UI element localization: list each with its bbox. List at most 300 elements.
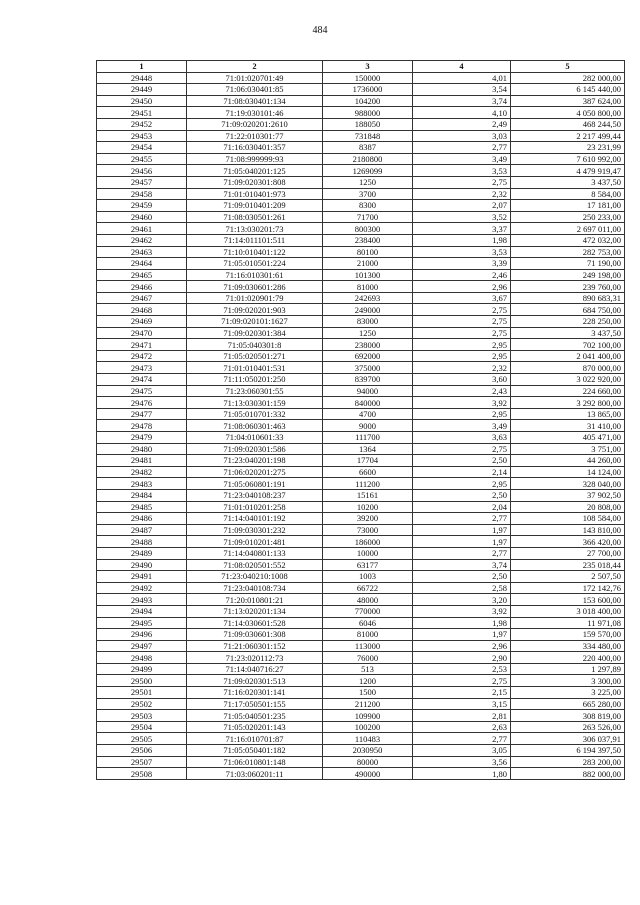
record-number-cell: 29457 [97,176,187,188]
record-number-cell: 29472 [97,350,187,362]
area-value-cell: 1250 [323,327,413,339]
amount-value-cell: 31 410,00 [511,420,625,432]
cadastral-number-cell: 71:09:020301:384 [187,327,323,339]
cadastral-number-cell: 71:05:010701:332 [187,408,323,420]
record-number-cell: 29449 [97,84,187,96]
area-value-cell: 3700 [323,188,413,200]
table-row [97,513,625,525]
amount-value-cell: 334 480,00 [511,640,625,652]
table-row [97,420,625,432]
record-number-cell: 29496 [97,629,187,641]
record-number-cell: 29489 [97,547,187,559]
cadastral-number-cell: 71:09:020301:808 [187,176,323,188]
cadastral-number-cell: 71:23:040210:1008 [187,571,323,583]
rate-value-cell: 2,32 [413,362,511,374]
table-row [97,478,625,490]
rate-value-cell: 3,03 [413,130,511,142]
table-row [97,489,625,501]
amount-value-cell: 3 225,00 [511,687,625,699]
area-value-cell: 94000 [323,385,413,397]
area-value-cell: 8387 [323,142,413,154]
rate-value-cell: 2,46 [413,269,511,281]
table-row [97,234,625,246]
record-number-cell: 29508 [97,768,187,780]
record-number-cell: 29481 [97,455,187,467]
table-row [97,211,625,223]
amount-value-cell: 20 808,00 [511,501,625,513]
area-value-cell: 80000 [323,756,413,768]
record-number-cell: 29454 [97,142,187,154]
amount-value-cell: 71 190,00 [511,258,625,270]
table-row [97,559,625,571]
table-row [97,663,625,675]
cadastral-number-cell: 71:09:010201:481 [187,536,323,548]
cadastral-number-cell: 71:06:030401:85 [187,84,323,96]
amount-value-cell: 328 040,00 [511,478,625,490]
rate-value-cell: 3,74 [413,95,511,107]
table-row [97,698,625,710]
table-row [97,350,625,362]
amount-value-cell: 11 971,08 [511,617,625,629]
cadastral-number-cell: 71:06:020201:275 [187,466,323,478]
cadastral-number-cell: 71:10:010401:122 [187,246,323,258]
rate-value-cell: 2,50 [413,489,511,501]
rate-value-cell: 2,50 [413,571,511,583]
rate-value-cell: 2,07 [413,200,511,212]
record-number-cell: 29459 [97,200,187,212]
rate-value-cell: 3,67 [413,292,511,304]
cadastral-number-cell: 71:06:010801:148 [187,756,323,768]
table-row [97,269,625,281]
rate-value-cell: 3,92 [413,605,511,617]
table-row [97,721,625,733]
table-row [97,223,625,235]
area-value-cell: 800300 [323,223,413,235]
area-value-cell: 110483 [323,733,413,745]
amount-value-cell: 684 750,00 [511,304,625,316]
amount-value-cell: 239 760,00 [511,281,625,293]
cadastral-number-cell: 71:14:040101:192 [187,513,323,525]
area-value-cell: 731848 [323,130,413,142]
rate-value-cell: 4,01 [413,72,511,84]
amount-value-cell: 306 037,91 [511,733,625,745]
rate-value-cell: 2,04 [413,501,511,513]
record-number-cell: 29506 [97,745,187,757]
cadastral-number-cell: 71:09:020301:513 [187,675,323,687]
area-value-cell: 490000 [323,768,413,780]
area-value-cell: 375000 [323,362,413,374]
cadastral-number-cell: 71:05:040201:125 [187,165,323,177]
record-number-cell: 29474 [97,374,187,386]
amount-value-cell: 235 018,44 [511,559,625,571]
amount-value-cell: 468 244,50 [511,118,625,130]
amount-value-cell: 387 624,00 [511,95,625,107]
table-row [97,281,625,293]
cadastral-number-cell: 71:16:020301:141 [187,687,323,699]
amount-value-cell: 702 100,00 [511,339,625,351]
amount-value-cell: 870 000,00 [511,362,625,374]
rate-value-cell: 3,53 [413,165,511,177]
column-header-4: 4 [413,61,511,73]
area-value-cell: 770000 [323,605,413,617]
record-number-cell: 29473 [97,362,187,374]
cadastral-number-cell: 71:05:020501:271 [187,350,323,362]
rate-value-cell: 3,54 [413,84,511,96]
table-row [97,733,625,745]
rate-value-cell: 1,97 [413,629,511,641]
table-row [97,374,625,386]
record-number-cell: 29470 [97,327,187,339]
rate-value-cell: 4,10 [413,107,511,119]
cadastral-number-cell: 71:08:030401:134 [187,95,323,107]
rate-value-cell: 1,98 [413,617,511,629]
cadastral-number-cell: 71:17:050501:155 [187,698,323,710]
cadastral-number-cell: 71:21:060301:152 [187,640,323,652]
table-row [97,304,625,316]
table-row [97,675,625,687]
rate-value-cell: 1,80 [413,768,511,780]
record-number-cell: 29464 [97,258,187,270]
amount-value-cell: 3 437,50 [511,176,625,188]
table-row [97,432,625,444]
cadastral-number-cell: 71:09:020201:2610 [187,118,323,130]
record-number-cell: 29461 [97,223,187,235]
amount-value-cell: 13 865,00 [511,408,625,420]
area-value-cell: 100200 [323,721,413,733]
amount-value-cell: 2 041 400,00 [511,350,625,362]
rate-value-cell: 1,97 [413,524,511,536]
table-row [97,745,625,757]
amount-value-cell: 17 181,00 [511,200,625,212]
area-value-cell: 692000 [323,350,413,362]
area-value-cell: 6046 [323,617,413,629]
table-row [97,107,625,119]
amount-value-cell: 2 507,50 [511,571,625,583]
area-value-cell: 839700 [323,374,413,386]
table-row [97,118,625,130]
record-number-cell: 29503 [97,710,187,722]
cadastral-number-cell: 71:08:060301:463 [187,420,323,432]
amount-value-cell: 7 610 992,00 [511,153,625,165]
area-value-cell: 2030950 [323,745,413,757]
table-row [97,316,625,328]
area-value-cell: 10200 [323,501,413,513]
record-number-cell: 29475 [97,385,187,397]
area-value-cell: 238000 [323,339,413,351]
cadastral-number-cell: 71:09:020301:586 [187,443,323,455]
rate-value-cell: 2,95 [413,339,511,351]
area-value-cell: 76000 [323,652,413,664]
area-value-cell: 63177 [323,559,413,571]
cadastral-number-cell: 71:09:030601:286 [187,281,323,293]
rate-value-cell: 3,53 [413,246,511,258]
cadastral-number-cell: 71:09:030301:232 [187,524,323,536]
table-row [97,455,625,467]
page-number: 484 [312,25,328,36]
table-row [97,605,625,617]
area-value-cell: 83000 [323,316,413,328]
table-row [97,142,625,154]
rate-value-cell: 3,92 [413,397,511,409]
amount-value-cell: 366 420,00 [511,536,625,548]
table-row [97,710,625,722]
column-header-1: 1 [97,61,187,73]
area-value-cell: 238400 [323,234,413,246]
rate-value-cell: 2,95 [413,408,511,420]
rate-value-cell: 2,75 [413,176,511,188]
cadastral-number-cell: 71:23:020112:73 [187,652,323,664]
record-number-cell: 29456 [97,165,187,177]
area-value-cell: 1250 [323,176,413,188]
area-value-cell: 104200 [323,95,413,107]
cadastral-number-cell: 71:13:030301:159 [187,397,323,409]
rate-value-cell: 2,95 [413,350,511,362]
table-row [97,617,625,629]
amount-value-cell: 665 280,00 [511,698,625,710]
cadastral-number-cell: 71:11:050201:250 [187,374,323,386]
cadastral-number-cell: 71:19:030101:46 [187,107,323,119]
record-number-cell: 29480 [97,443,187,455]
amount-value-cell: 249 198,00 [511,269,625,281]
rate-value-cell: 3,37 [413,223,511,235]
rate-value-cell: 3,56 [413,756,511,768]
area-value-cell: 39200 [323,513,413,525]
cadastral-number-cell: 71:13:030201:73 [187,223,323,235]
rate-value-cell: 2,77 [413,733,511,745]
area-value-cell: 10000 [323,547,413,559]
amount-value-cell: 8 584,00 [511,188,625,200]
area-value-cell: 66722 [323,582,413,594]
amount-value-cell: 2 217 499,44 [511,130,625,142]
area-value-cell: 1736000 [323,84,413,96]
table-row [97,200,625,212]
record-number-cell: 29497 [97,640,187,652]
cadastral-number-cell: 71:03:060201:11 [187,768,323,780]
rate-value-cell: 2,90 [413,652,511,664]
amount-value-cell: 3 300,00 [511,675,625,687]
record-number-cell: 29493 [97,594,187,606]
table-row [97,501,625,513]
cadastral-number-cell: 71:09:020201:903 [187,304,323,316]
amount-value-cell: 472 032,00 [511,234,625,246]
amount-value-cell: 308 819,00 [511,710,625,722]
column-header-5: 5 [511,61,625,73]
rate-value-cell: 3,74 [413,559,511,571]
record-number-cell: 29463 [97,246,187,258]
cadastral-number-cell: 71:16:030401:357 [187,142,323,154]
amount-value-cell: 27 700,00 [511,547,625,559]
amount-value-cell: 4 479 919,47 [511,165,625,177]
amount-value-cell: 159 570,00 [511,629,625,641]
table-header-row [97,61,625,73]
record-number-cell: 29471 [97,339,187,351]
rate-value-cell: 2,49 [413,118,511,130]
amount-value-cell: 23 231,99 [511,142,625,154]
cadastral-number-cell: 71:13:020201:134 [187,605,323,617]
area-value-cell: 988000 [323,107,413,119]
table-row [97,188,625,200]
area-value-cell: 48000 [323,594,413,606]
table-row [97,582,625,594]
table-row [97,408,625,420]
area-value-cell: 111700 [323,432,413,444]
amount-value-cell: 153 600,00 [511,594,625,606]
rate-value-cell: 2,96 [413,281,511,293]
rate-value-cell: 2,75 [413,327,511,339]
cadastral-number-cell: 71:14:040716:27 [187,663,323,675]
cadastral-number-cell: 71:01:020701:49 [187,72,323,84]
table-body [97,72,625,779]
area-value-cell: 21000 [323,258,413,270]
amount-value-cell: 4 050 800,00 [511,107,625,119]
cadastral-number-cell: 71:23:040201:198 [187,455,323,467]
record-number-cell: 29486 [97,513,187,525]
record-number-cell: 29466 [97,281,187,293]
table-row [97,339,625,351]
area-value-cell: 150000 [323,72,413,84]
cadastral-number-cell: 71:14:030601:528 [187,617,323,629]
area-value-cell: 8300 [323,200,413,212]
record-number-cell: 29502 [97,698,187,710]
table-row [97,72,625,84]
record-number-cell: 29450 [97,95,187,107]
table-row [97,687,625,699]
rate-value-cell: 2,96 [413,640,511,652]
record-number-cell: 29499 [97,663,187,675]
table-row [97,258,625,270]
cadastral-number-cell: 71:14:011101:511 [187,234,323,246]
cadastral-number-cell: 71:01:010201:258 [187,501,323,513]
rate-value-cell: 2,15 [413,687,511,699]
record-number-cell: 29460 [97,211,187,223]
rate-value-cell: 3,63 [413,432,511,444]
cadastral-number-cell: 71:16:010301:61 [187,269,323,281]
cadastral-number-cell: 71:08:999999:93 [187,153,323,165]
record-number-cell: 29485 [97,501,187,513]
cadastral-number-cell: 71:05:060801:191 [187,478,323,490]
table-row [97,524,625,536]
area-value-cell: 242693 [323,292,413,304]
cadastral-number-cell: 71:23:060301:55 [187,385,323,397]
record-number-cell: 29467 [97,292,187,304]
record-number-cell: 29501 [97,687,187,699]
rate-value-cell: 3,20 [413,594,511,606]
amount-value-cell: 250 233,00 [511,211,625,223]
amount-value-cell: 282 000,00 [511,72,625,84]
amount-value-cell: 2 697 011,00 [511,223,625,235]
amount-value-cell: 220 400,00 [511,652,625,664]
table-row [97,547,625,559]
cadastral-number-cell: 71:01:010401:973 [187,188,323,200]
cadastral-number-cell: 71:01:020901:79 [187,292,323,304]
area-value-cell: 249000 [323,304,413,316]
record-number-cell: 29490 [97,559,187,571]
cadastral-number-cell: 71:09:030601:308 [187,629,323,641]
amount-value-cell: 1 297,89 [511,663,625,675]
amount-value-cell: 890 683,31 [511,292,625,304]
amount-value-cell: 172 142,76 [511,582,625,594]
rate-value-cell: 2,32 [413,188,511,200]
area-value-cell: 9000 [323,420,413,432]
cadastral-number-cell: 71:08:020501:552 [187,559,323,571]
table-row [97,443,625,455]
rate-value-cell: 3,05 [413,745,511,757]
record-number-cell: 29482 [97,466,187,478]
amount-value-cell: 228 250,00 [511,316,625,328]
column-header-3: 3 [323,61,413,73]
area-value-cell: 840000 [323,397,413,409]
table-row [97,640,625,652]
amount-value-cell: 263 526,00 [511,721,625,733]
amount-value-cell: 282 753,00 [511,246,625,258]
area-value-cell: 111200 [323,478,413,490]
record-number-cell: 29462 [97,234,187,246]
record-number-cell: 29451 [97,107,187,119]
amount-value-cell: 3 751,00 [511,443,625,455]
record-number-cell: 29492 [97,582,187,594]
record-number-cell: 29479 [97,432,187,444]
rate-value-cell: 2,75 [413,316,511,328]
rate-value-cell: 2,63 [413,721,511,733]
cadastral-number-cell: 71:09:020101:1627 [187,316,323,328]
record-number-cell: 29494 [97,605,187,617]
area-value-cell: 513 [323,663,413,675]
amount-value-cell: 44 260,00 [511,455,625,467]
cadastral-number-cell: 71:23:040108:237 [187,489,323,501]
amount-value-cell: 405 471,00 [511,432,625,444]
record-number-cell: 29504 [97,721,187,733]
cadastral-number-cell: 71:09:010401:209 [187,200,323,212]
rate-value-cell: 3,39 [413,258,511,270]
rate-value-cell: 2,50 [413,455,511,467]
table-row [97,327,625,339]
rate-value-cell: 2,53 [413,663,511,675]
rate-value-cell: 2,75 [413,304,511,316]
area-value-cell: 109900 [323,710,413,722]
record-number-cell: 29453 [97,130,187,142]
rate-value-cell: 1,97 [413,536,511,548]
record-number-cell: 29484 [97,489,187,501]
area-value-cell: 1364 [323,443,413,455]
cadastral-number-cell: 71:05:040501:235 [187,710,323,722]
record-number-cell: 29495 [97,617,187,629]
table-row [97,652,625,664]
table-row [97,768,625,780]
table-row [97,165,625,177]
amount-value-cell: 224 660,00 [511,385,625,397]
rate-value-cell: 1,98 [413,234,511,246]
amount-value-cell: 3 018 400,00 [511,605,625,617]
record-number-cell: 29478 [97,420,187,432]
record-number-cell: 29498 [97,652,187,664]
rate-value-cell: 2,75 [413,443,511,455]
data-table [96,60,625,780]
table-row [97,246,625,258]
cadastral-number-cell: 71:01:010401:531 [187,362,323,374]
record-number-cell: 29487 [97,524,187,536]
rate-value-cell: 2,43 [413,385,511,397]
table-row [97,130,625,142]
area-value-cell: 80100 [323,246,413,258]
rate-value-cell: 2,77 [413,142,511,154]
rate-value-cell: 3,49 [413,153,511,165]
record-number-cell: 29468 [97,304,187,316]
record-number-cell: 29469 [97,316,187,328]
amount-value-cell: 143 810,00 [511,524,625,536]
area-value-cell: 6600 [323,466,413,478]
cadastral-number-cell: 71:08:030501:261 [187,211,323,223]
area-value-cell: 188050 [323,118,413,130]
